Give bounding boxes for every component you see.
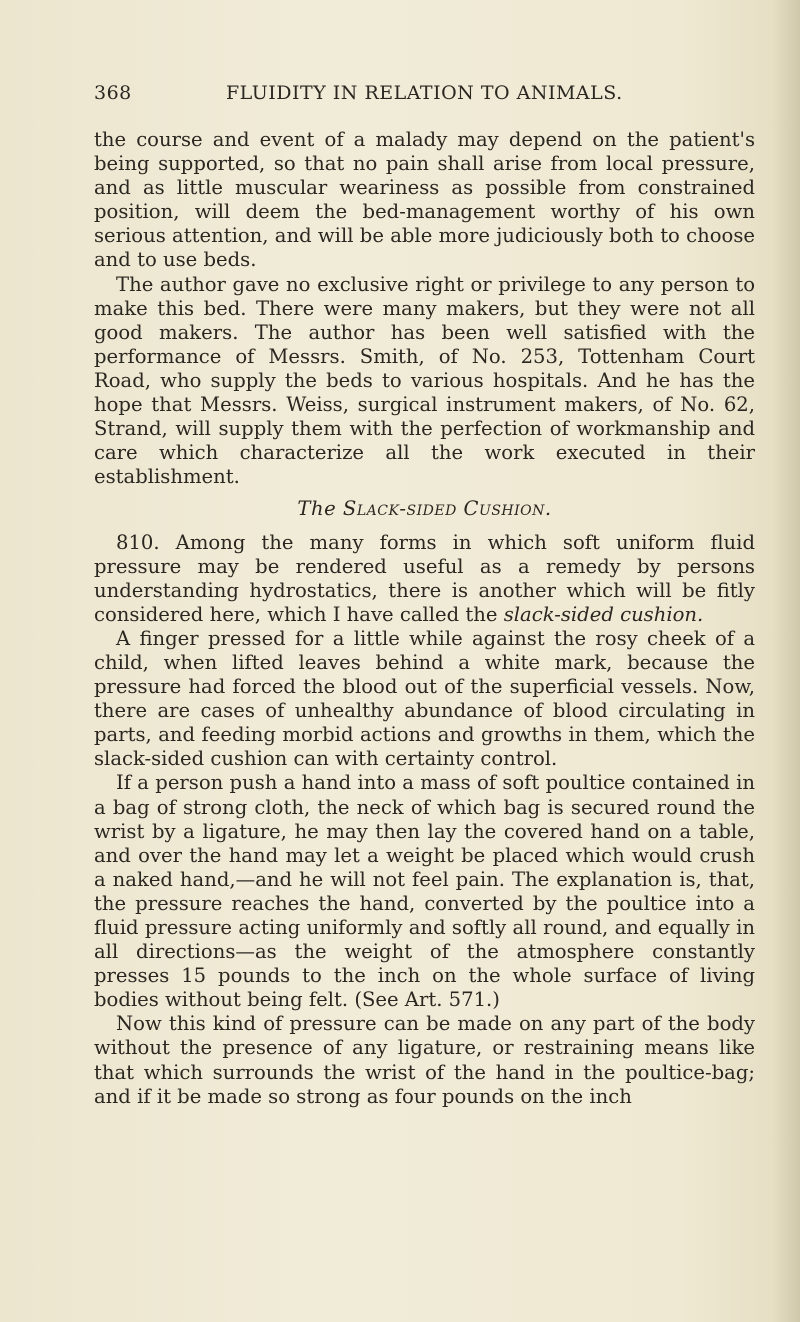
- paragraph: A finger pressed for a little while against the rosy cheek of a child, when lifted leaves behind a white mark, because the pressure had forced the blood out of the superficial vessels. Now, there are cases of unhealthy abundance of blood circulating in parts, and feeding morbid actions and growths in them, which the slack-sided cushion can with certainty control.: [94, 626, 755, 771]
- paragraph-text: 810. Among the many forms in which soft uniform fluid pressure may be rendered useful as a remedy by persons understanding hydrostatics, there is another which will be fitly considered here, which I have called the: [94, 530, 755, 626]
- running-head: FLUIDITY IN RELATION TO ANIMALS.: [226, 82, 623, 104]
- paragraph: Now this kind of pressure can be made on any part of the body without the presence of any ligature, or restraining means like that which surrounds the wrist of the hand in the poultice-bag; and if it be made so strong as four pounds on the inch: [94, 1012, 755, 1108]
- page-edge-shadow: [772, 0, 800, 1322]
- section-heading-article: The: [297, 497, 337, 521]
- body-text: [94, 128, 755, 1109]
- paragraph: the course and event of a malady may depend on the patient's being supported, so that no pain shall arise from local pressure, and as little muscular weariness as possible from constrained position, will deem the bed-management worthy of his own serious attention, and will be able more judiciously both to choose and to use beds.: [94, 128, 755, 272]
- paragraph: [94, 531, 755, 627]
- section-heading-title: Slack-sided Cushion.: [342, 497, 552, 521]
- paragraph: If a person push a hand into a mass of soft poultice contained in a bag of strong cloth, the neck of which bag is secured round the wrist by a ligature, he may then lay the covered hand on a table, and over the hand may let a weight be placed which would crush a naked hand,—and he will not feel pain. The explanation is, that, the pressure reaches the hand, converted by the poultice into a fluid pressure acting uniformly and softly all round, and equally in all directions—as the weight of the atmosphere constantly presses 15 pounds to the inch on the whole surface of living bodies without being felt. (See Art. 571.): [94, 771, 755, 1012]
- page-number: 368: [94, 82, 132, 104]
- paragraph: The author gave no exclusive right or privilege to any person to make this bed. There were many makers, but they were not all good makers. The author has been well satisfied with the performance of Messrs. Smith, of No. 253, Tottenham Court Road, who supply the beds to various hospitals. And he has the hope that Messrs. Weiss, surgical instrument makers, of No. 62, Strand, will supply them with the perfection of workmanship and care which characterize all the work executed in their establishment.: [94, 272, 755, 489]
- page-header: [94, 82, 754, 112]
- italic-term: slack-sided cushion.: [503, 602, 704, 626]
- section-heading: [94, 497, 755, 521]
